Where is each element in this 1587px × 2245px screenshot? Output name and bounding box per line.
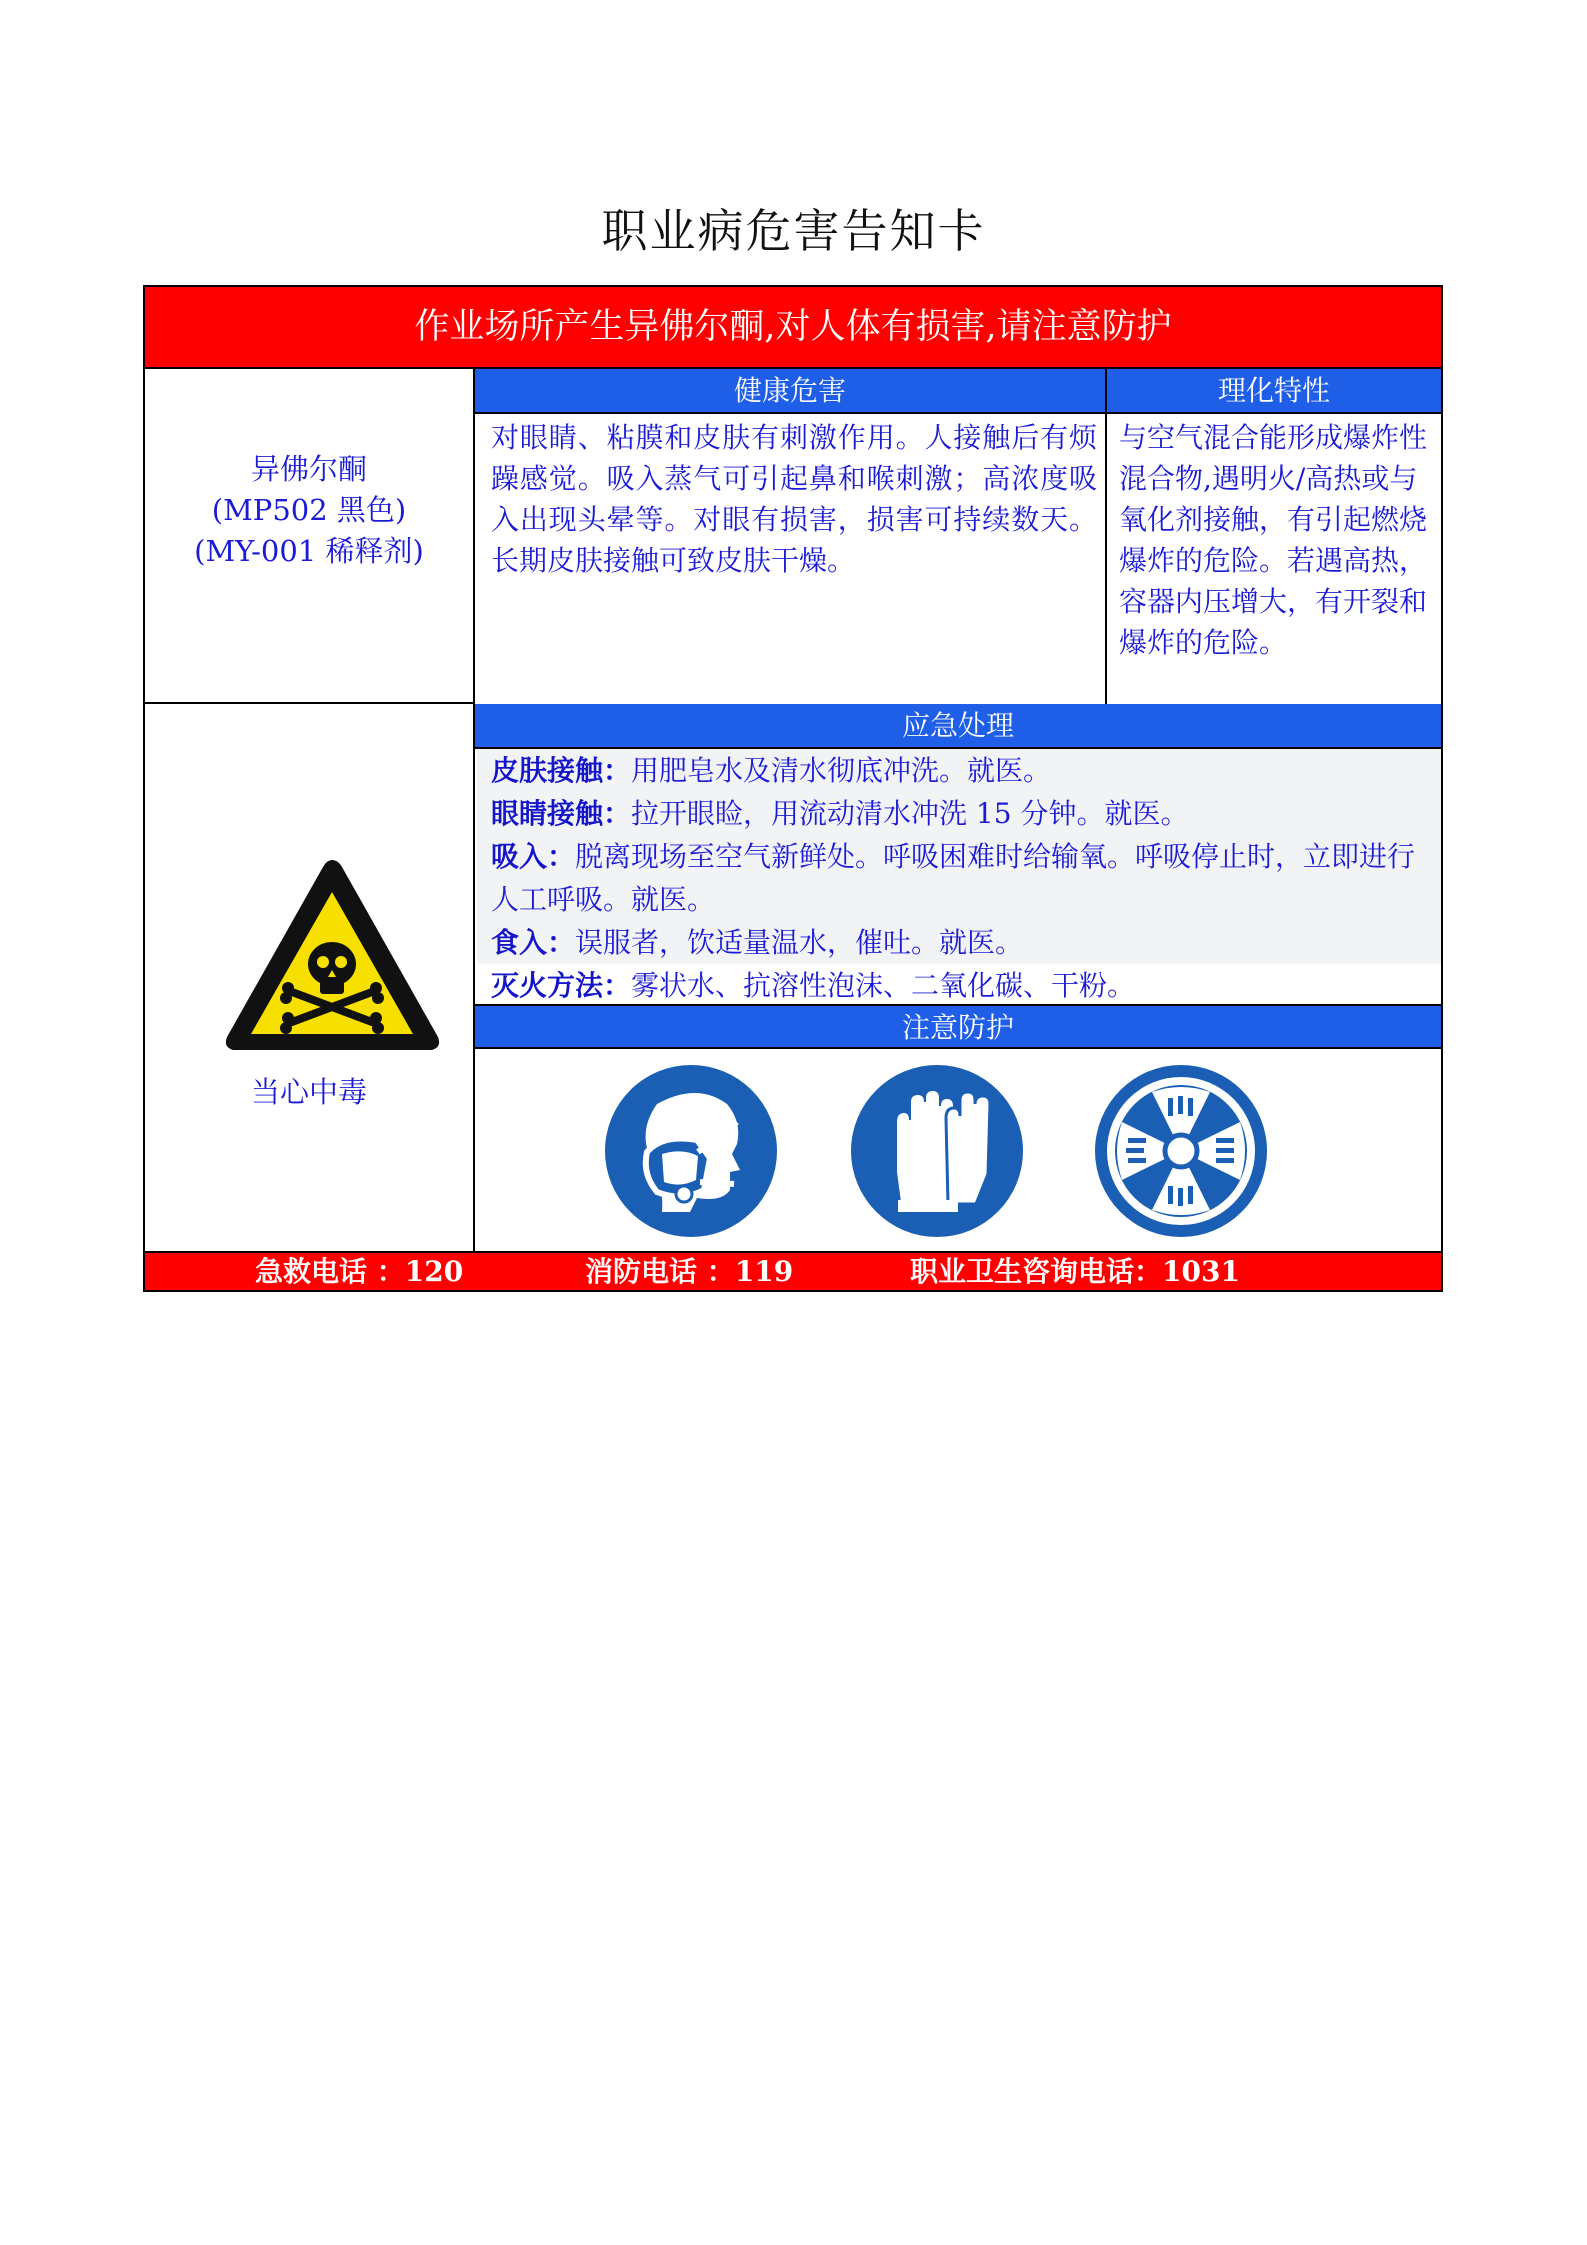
emergency-item-eyes: 眼睛接触：拉开眼睑，用流动清水冲洗 15 分钟。就医。 bbox=[491, 797, 1189, 830]
warning-sign-cell bbox=[145, 704, 475, 1251]
emergency-procedures bbox=[491, 749, 1437, 1007]
physical-properties-text: 与空气混合能形成爆炸性混合物,遇明火/高热或与氧化剂接触，有引起燃烧爆炸的危险。若遇高热，容器内压增大，有开裂和爆炸的危险。 bbox=[1119, 421, 1428, 659]
chemical-name-line3: (MY-001 稀释剂) bbox=[194, 534, 424, 568]
emergency-phone-footer bbox=[145, 1251, 1441, 1290]
warning-banner: 作业场所产生异佛尔酮,对人体有损害,请注意防护 bbox=[145, 287, 1441, 369]
occupational-health-phone: 职业卫生咨询电话：1031 bbox=[910, 1255, 1240, 1288]
protective-gloves-icon bbox=[848, 1062, 1026, 1240]
page-title: 职业病危害告知卡 bbox=[601, 204, 986, 258]
protection-header: 注意防护 bbox=[475, 1004, 1441, 1049]
chemical-name bbox=[145, 449, 473, 572]
chemical-name-line1: 异佛尔酮 bbox=[250, 452, 367, 486]
fire-phone: 消防电话 ：119 bbox=[585, 1255, 794, 1288]
toxic-skull-triangle-icon bbox=[220, 852, 445, 1062]
emergency-header: 应急处理 bbox=[475, 704, 1441, 749]
column-divider bbox=[1105, 414, 1107, 704]
health-hazard-header: 健康危害 bbox=[475, 369, 1107, 414]
emergency-item-fire: 灭火方法：雾状水、抗溶性泡沫、二氧化碳、干粉。 bbox=[491, 969, 1136, 1002]
emergency-item-inhalation: 吸入：脱离现场至空气新鲜处。呼吸困难时给输氧。呼吸停止时，立即进行人工呼吸。就医。 bbox=[491, 840, 1416, 916]
ventilation-fan-icon bbox=[1092, 1062, 1270, 1240]
physical-properties-header: 理化特性 bbox=[1107, 369, 1441, 414]
chemical-name-cell bbox=[145, 369, 475, 704]
hazard-card bbox=[143, 285, 1443, 1292]
first-aid-phone: 急救电话 ：120 bbox=[255, 1255, 464, 1288]
emergency-item-skin: 皮肤接触：用肥皂水及清水彻底冲洗。就医。 bbox=[491, 754, 1052, 787]
respirator-mask-icon bbox=[602, 1062, 780, 1240]
health-hazard-text: 对眼睛、粘膜和皮肤有刺激作用。人接触后有烦躁感觉。吸入蒸气可引起鼻和喉刺激；高浓度吸入出现头晕等。对眼有损害，损害可持续数天。长期皮肤接触可致皮肤干燥。 bbox=[491, 421, 1097, 577]
chemical-name-line2: (MP502 黑色) bbox=[211, 493, 407, 527]
emergency-item-ingestion: 食入：误服者，饮适量温水，催吐。就医。 bbox=[491, 926, 1024, 959]
warning-label: 当心中毒 bbox=[250, 1075, 367, 1109]
